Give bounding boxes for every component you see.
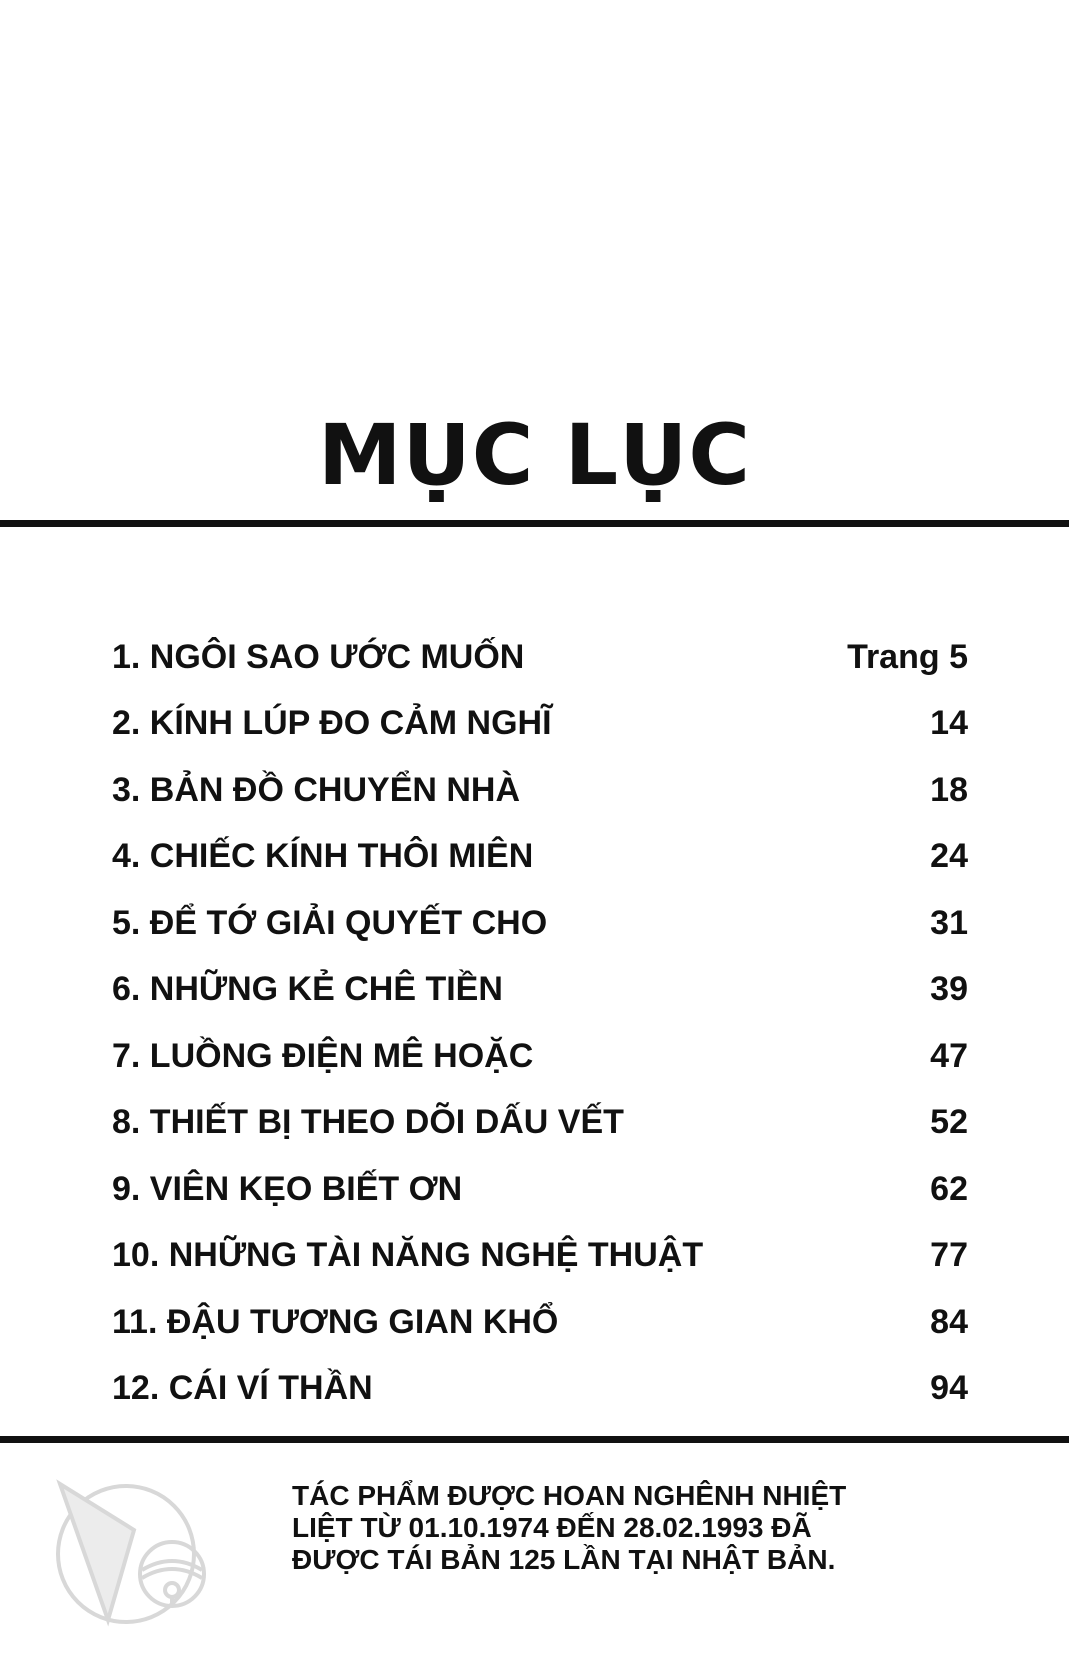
- toc-item-title: 10. NHỮNG TÀI NĂNG NGHỆ THUẬT: [112, 1236, 704, 1275]
- page-title: MỤC LỤC: [317, 406, 752, 504]
- footer-note-line: ĐƯỢC TÁI BẢN 125 LẦN TẠI NHẬT BẢN.: [292, 1544, 836, 1575]
- footer-note-line: TÁC PHẨM ĐƯỢC HOAN NGHÊNH NHIỆT: [292, 1480, 847, 1511]
- toc-item[interactable]: [112, 1356, 968, 1423]
- toc-item-title: 1. NGÔI SAO ƯỚC MUỐN: [112, 637, 525, 676]
- toc-item[interactable]: [112, 1223, 968, 1290]
- toc-item-title: 11. ĐẬU TƯƠNG GIAN KHỔ: [112, 1302, 559, 1341]
- toc-item-page: 47: [930, 1036, 968, 1075]
- toc-item-title: 3. BẢN ĐỒ CHUYỂN NHÀ: [112, 770, 521, 809]
- toc-item[interactable]: [112, 824, 968, 891]
- toc-item-page: 39: [930, 970, 968, 1009]
- toc-item-page: 84: [930, 1302, 968, 1341]
- table-of-contents: [112, 624, 968, 1422]
- toc-item-page: 24: [930, 837, 968, 876]
- toc-item-title: 7. LUỒNG ĐIỆN MÊ HOẶC: [112, 1036, 534, 1075]
- toc-item-title: 8. THIẾT BỊ THEO DÕI DẤU VẾT: [112, 1103, 624, 1142]
- toc-item[interactable]: [112, 957, 968, 1024]
- toc-item-title: 2. KÍNH LÚP ĐO CẢM NGHĨ: [112, 704, 552, 743]
- toc-item[interactable]: [112, 1090, 968, 1157]
- bottom-divider: [0, 1436, 1069, 1443]
- toc-item[interactable]: [112, 691, 968, 758]
- toc-item-title: 12. CÁI VÍ THẦN: [112, 1369, 373, 1408]
- toc-item[interactable]: [112, 624, 968, 691]
- toc-item-title: 9. VIÊN KẸO BIẾT ƠN: [112, 1169, 463, 1208]
- toc-item-page: 18: [930, 770, 968, 809]
- toc-item-page: 52: [930, 1103, 968, 1142]
- top-divider: [0, 520, 1069, 527]
- toc-item-page: 62: [930, 1169, 968, 1208]
- toc-item-page: 14: [930, 704, 968, 743]
- toc-item[interactable]: [112, 1023, 968, 1090]
- toc-item[interactable]: [112, 1289, 968, 1356]
- toc-item[interactable]: [112, 890, 968, 957]
- toc-item[interactable]: [112, 757, 968, 824]
- toc-item-page: 31: [930, 903, 968, 942]
- toc-item-page: 94: [930, 1369, 968, 1408]
- toc-item-page: 77: [930, 1236, 968, 1275]
- doraemon-bell-logo-icon: [50, 1470, 210, 1630]
- toc-item[interactable]: [112, 1156, 968, 1223]
- toc-item-title: 4. CHIẾC KÍNH THÔI MIÊN: [112, 837, 534, 876]
- toc-item-title: 5. ĐỂ TỚ GIẢI QUYẾT CHO: [112, 903, 548, 942]
- toc-item-title: 6. NHỮNG KẺ CHÊ TIỀN: [112, 970, 503, 1009]
- toc-item-page: Trang 5: [847, 637, 968, 676]
- footer-note-line: LIỆT TỪ 01.10.1974 ĐẾN 28.02.1993 ĐÃ: [292, 1512, 812, 1543]
- footer-note: [292, 1480, 932, 1576]
